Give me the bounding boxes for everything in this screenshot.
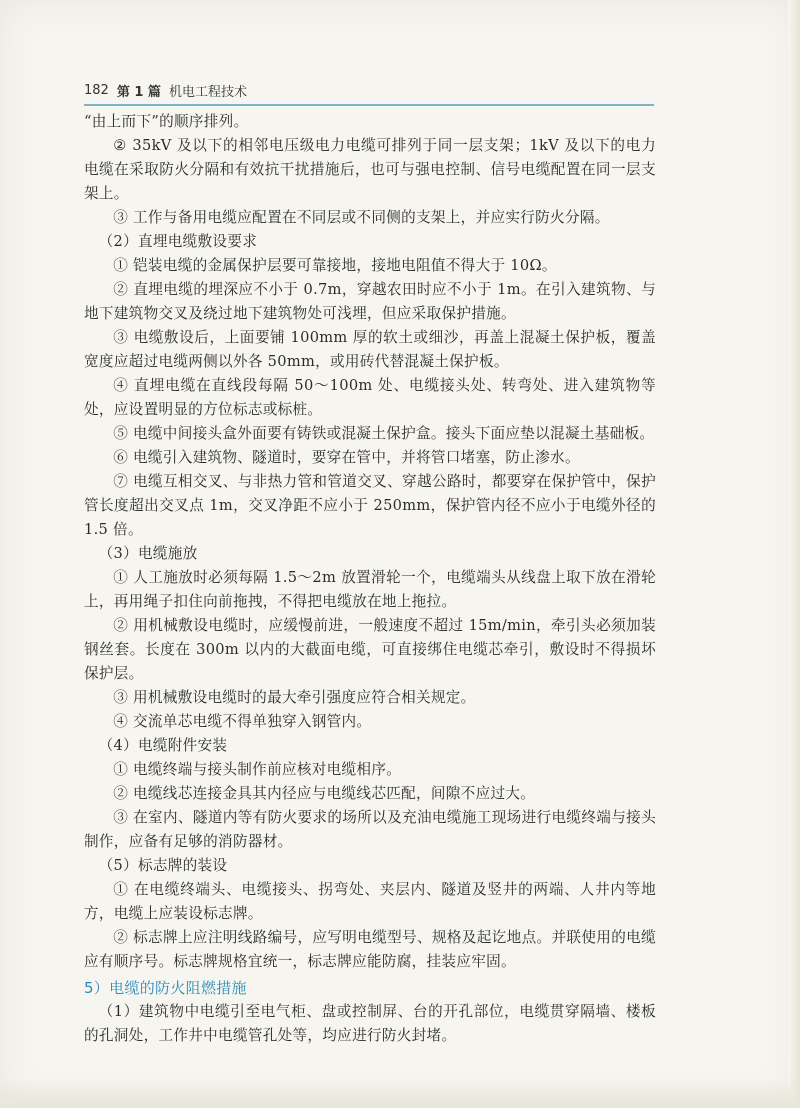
paragraph: ① 人工施放时必须每隔 1.5～2m 放置滑轮一个，电缆端头从线盘上取下放在滑轮上，再用绳子扣住向前拖拽，不得把电缆放在地上拖拉。 [84,569,656,610]
paragraph: ② 标志牌上应注明线路编号，应写明电缆型号、规格及起讫地点。并联使用的电缆应有顺序号。标志牌规格宜统一，标志牌应能防腐，挂装应牢固。 [84,929,656,970]
paragraph: （1）建筑物中电缆引至电气柜、盘或控制屏、台的开孔部位，电缆贯穿隔墙、楼板的孔洞处，工作井中电缆管孔处等，均应进行防火封堵。 [84,1003,656,1044]
paragraph: ③ 工作与备用电缆应配置在不同层或不同侧的支架上，并应实行防火分隔。 [113,209,610,226]
paragraph: ⑥ 电缆引入建筑物、隧道时，要穿在管中，并将管口堵塞，防止渗水。 [113,449,580,466]
paragraph: ① 铠装电缆的金属保护层要可靠接地，接地电阻值不得大于 10Ω。 [113,257,557,274]
paragraph: ① 在电缆终端头、电缆接头、拐弯处、夹层内、隧道及竖井的两端、人井内等地方，电缆上应装设标志牌。 [84,881,656,922]
page-edge-bottom [0,1078,800,1108]
subheading: （5）标志牌的装设 [98,857,228,874]
paragraph: ④ 交流单芯电缆不得单独穿入钢管内。 [113,713,372,730]
paragraph: ⑦ 电缆互相交叉、与非热力管和管道交叉、穿越公路时，都要穿在保护管中，保护管长度超出交叉点 1m，交叉净距不应小于 250mm，保护管内径不应小于电缆外径的 1.5 倍。 [84,473,656,538]
paragraph: ② 35kV 及以下的相邻电压级电力电缆可排列于同一层支架；1kV 及以下的电力电缆在采取防火分隔和有效抗干扰措施后，也可与强电控制、信号电缆配置在同一层支架上。 [84,137,656,202]
header-rule [84,104,654,106]
paragraph: ③ 用机械敷设电缆时的最大牵引强度应符合相关规定。 [113,689,476,706]
paragraph: “由上而下”的顺序排列。 [84,113,249,130]
page-number: 182 [84,82,109,98]
subheading: （3）电缆施放 [98,545,198,562]
paragraph: ② 用机械敷设电缆时，应缓慢前进，一般速度不超过 15m/min，牵引头必须加装钢丝套。长度在 300m 以内的大截面电缆，可直接绑住电缆芯牵引，敷设时不得损坏保护层。 [84,617,656,682]
paragraph: ③ 电缆敷设后，上面要铺 100mm 厚的软土或细沙，再盖上混凝土保护板，覆盖宽度应超过电缆两侧以外各 50mm，或用砖代替混凝土保护板。 [84,329,656,370]
paragraph: ② 电缆线芯连接金具其内径应与电缆线芯匹配，间隙不应过大。 [113,785,536,802]
paragraph: ① 电缆终端与接头制作前应核对电缆相序。 [113,761,402,778]
page-edge-right [788,0,800,1108]
paragraph: ⑤ 电缆中间接头盒外面要有铸铁或混凝土保护盒。接头下面应垫以混凝土基础板。 [113,425,655,442]
subheading: （4）电缆附件安装 [98,737,228,754]
section-title: 机电工程技术 [168,84,247,100]
part-label: 第 1 篇 [116,84,161,100]
paragraph: ③ 在室内、隧道内等有防火要求的场所以及充油电缆施工现场进行电缆终端与接头制作，应备有足够的消防器材。 [84,809,656,850]
section-heading: 5）电缆的防火阻燃措施 [84,979,247,997]
running-header [84,78,654,102]
paragraph: ② 直埋电缆的埋深应不小于 0.7m，穿越农田时应不小于 1m。在引入建筑物、与地下建筑物交叉及绕过地下建筑物处可浅埋，但应采取保护措施。 [84,281,656,322]
body-text [84,110,656,1048]
paragraph: ④ 直埋电缆在直线段每隔 50～100m 处、电缆接头处、转弯处、进入建筑物等处，应设置明显的方位标志或标桩。 [84,377,656,418]
subheading: （2）直埋电缆敷设要求 [98,233,258,250]
